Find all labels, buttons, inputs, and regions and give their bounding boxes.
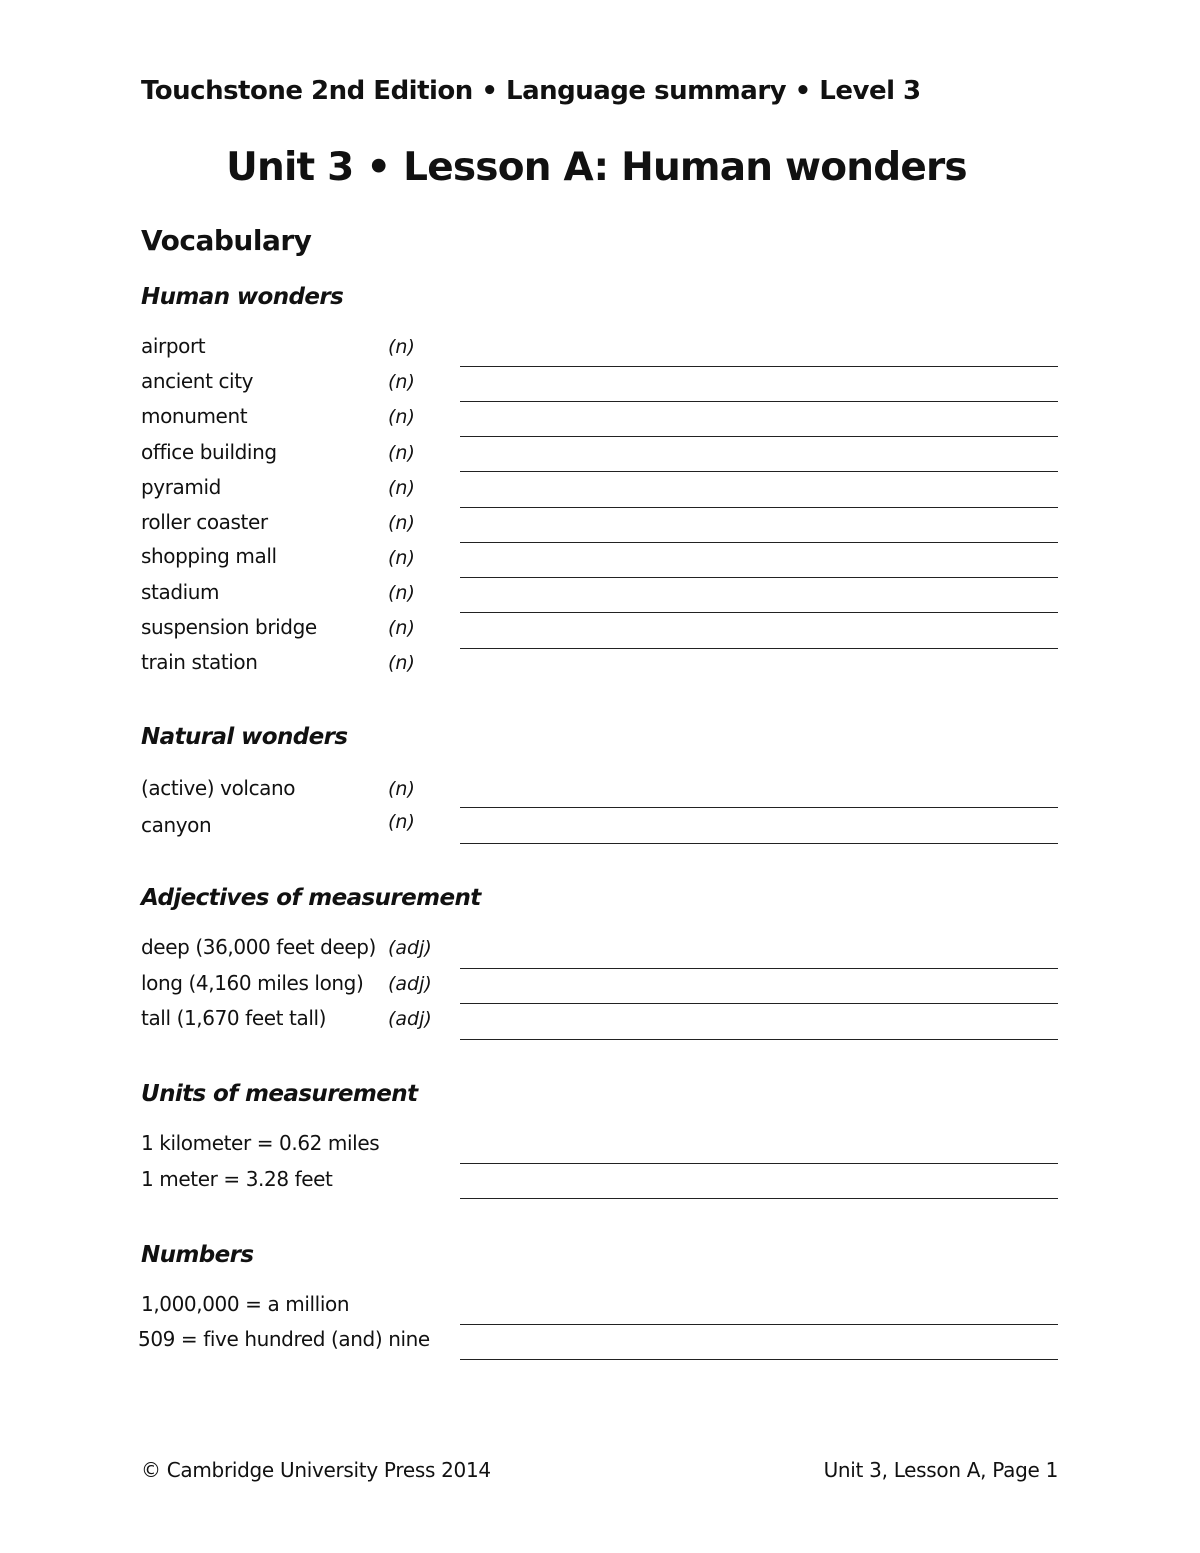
answer-line <box>460 968 1058 969</box>
natural-wonders-heading: Natural wonders <box>141 724 348 750</box>
answer-line <box>460 648 1058 649</box>
adjectives-heading: Adjectives of measurement <box>141 885 481 911</box>
series-header: Touchstone 2nd Edition • Language summary • Level 3 <box>141 76 921 106</box>
vocab-term: airport <box>141 334 206 358</box>
vocabulary-heading: Vocabulary <box>141 224 312 257</box>
vocab-term: stadium <box>141 580 220 604</box>
answer-line <box>460 507 1058 508</box>
answer-line <box>460 1324 1058 1325</box>
answer-line <box>460 471 1058 472</box>
part-of-speech: (n) <box>388 547 415 569</box>
vocab-term: deep (36,000 feet deep) <box>141 935 376 959</box>
answer-line <box>460 612 1058 613</box>
vocab-term: shopping mall <box>141 544 277 568</box>
answer-line <box>460 1039 1058 1040</box>
human-wonders-heading: Human wonders <box>141 284 344 310</box>
answer-line <box>460 542 1058 543</box>
answer-line <box>460 1003 1058 1004</box>
vocab-term: ancient city <box>141 369 254 393</box>
part-of-speech: (n) <box>388 512 415 534</box>
answer-line <box>460 1163 1058 1164</box>
vocab-term: office building <box>141 440 277 464</box>
answer-line <box>460 807 1058 808</box>
vocab-term: 1 meter = 3.28 feet <box>141 1167 333 1191</box>
part-of-speech: (adj) <box>388 1008 432 1030</box>
part-of-speech: (n) <box>388 617 415 639</box>
part-of-speech: (n) <box>388 582 415 604</box>
answer-line <box>460 401 1058 402</box>
part-of-speech: (n) <box>388 406 415 428</box>
vocab-term: suspension bridge <box>141 615 317 639</box>
part-of-speech: (adj) <box>388 937 432 959</box>
vocab-term: roller coaster <box>141 510 268 534</box>
answer-line <box>460 843 1058 844</box>
part-of-speech: (n) <box>388 652 415 674</box>
part-of-speech: (adj) <box>388 973 432 995</box>
part-of-speech: (n) <box>388 811 415 833</box>
answer-line <box>460 436 1058 437</box>
answer-line <box>460 366 1058 367</box>
part-of-speech: (n) <box>388 477 415 499</box>
vocab-term: pyramid <box>141 475 221 499</box>
units-heading: Units of measurement <box>141 1081 418 1107</box>
vocab-term: train station <box>141 650 258 674</box>
lesson-title: Unit 3 • Lesson A: Human wonders <box>226 145 967 190</box>
part-of-speech: (n) <box>388 778 415 800</box>
vocab-term: tall (1,670 feet tall) <box>141 1006 327 1030</box>
part-of-speech: (n) <box>388 442 415 464</box>
vocab-term: 1 kilometer = 0.62 miles <box>141 1131 380 1155</box>
vocab-term: long (4,160 miles long) <box>141 971 364 995</box>
vocab-term: (active) volcano <box>141 776 296 800</box>
numbers-heading: Numbers <box>141 1242 254 1268</box>
vocab-term: canyon <box>141 813 212 837</box>
answer-line <box>460 577 1058 578</box>
copyright-footer: © Cambridge University Press 2014 <box>141 1458 491 1482</box>
answer-line <box>460 1198 1058 1199</box>
part-of-speech: (n) <box>388 371 415 393</box>
vocab-term: monument <box>141 404 248 428</box>
vocab-term: 509 = five hundred (and) nine <box>138 1327 430 1351</box>
part-of-speech: (n) <box>388 336 415 358</box>
vocab-term: 1,000,000 = a million <box>141 1292 350 1316</box>
answer-line <box>460 1359 1058 1360</box>
page-reference: Unit 3, Lesson A, Page 1 <box>823 1458 1058 1482</box>
